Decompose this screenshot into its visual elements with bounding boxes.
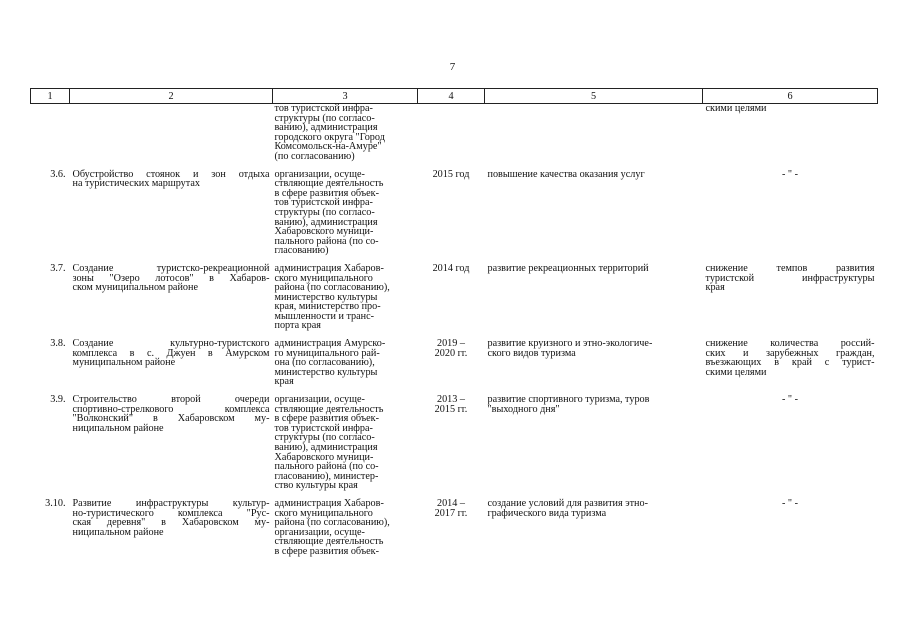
item-number: 3.8. [50,338,66,350]
expected-result-cell [485,331,703,387]
executors-line: порта края [274,320,321,332]
column-header: 5 [485,89,703,104]
executors-line: го муниципального рай- [274,347,380,359]
measure-name-cell [70,162,273,256]
executors-line: пального района (по со- [274,461,379,473]
item-number: 3.10. [45,497,66,509]
executors-line: ванию), администрация [274,442,378,453]
period-line: 2019 – [436,338,465,350]
table-row [31,331,878,387]
period-line: 2020 гг. [434,347,468,359]
name-line: муниципальном районе [72,357,176,369]
period-cell [418,331,485,387]
column-header: 3 [273,89,418,104]
name-line: зоны "Озеро лотосов" в Хабаров- [72,272,270,284]
name-line: Развитие инфраструктуры культур- [72,497,270,509]
indicator-cell [703,387,878,491]
measure-name-cell [70,256,273,331]
result-line: ского видов туризма [487,347,576,359]
executors-line: администрация Хабаров- [274,497,384,509]
period-cell [418,256,485,331]
executors-line: гласованию) [274,245,329,257]
period-cell [418,162,485,256]
indicator-line: ских и зарубежных граждан, [705,347,875,359]
period-line: 2015 год [432,168,470,180]
measure-name-cell [70,331,273,387]
indicator-line: скими целями [705,366,767,378]
period-line: 2013 – [436,394,465,406]
period-line: 2014 год [432,262,470,274]
period-line: 2014 – [436,497,465,509]
executors-line: структуры (по согласо- [274,112,375,124]
period-cell [418,104,485,162]
executors-line: в сфере развития объек- [274,545,379,557]
name-line: ская деревня" в Хабаровском му- [72,517,270,529]
table-row [31,162,878,256]
executors-line: структуры (по согласо- [274,206,375,218]
name-line: ниципальном районе [72,422,164,434]
ditto-mark: - " - [781,497,799,509]
expected-result-cell [485,387,703,491]
expected-result-cell [485,162,703,256]
column-header: 4 [418,89,485,104]
table-row [31,491,878,557]
executors-line: тов туристской инфра- [274,422,373,434]
result-line: "выходного дня" [487,403,560,415]
result-line: развитие спортивного туризма, туров [487,394,650,406]
executors-line: ствляющие деятельность [274,536,384,548]
result-line: повышение качества оказания услуг [487,168,645,180]
executors-line: в сфере развития объек- [274,413,379,425]
executors-line: ского муниципального [274,272,373,284]
item-number-cell [31,256,70,331]
executors-cell [273,162,418,256]
result-line: развитие круизного и этно-экологиче- [487,338,653,350]
executors-line: городского округа "Город [274,131,385,143]
indicator-line: снижение темпов развития [705,262,875,274]
executors-line: министерство культуры [274,366,378,378]
executors-line: ствляющие деятельность [274,178,384,190]
item-number-cell [31,331,70,387]
executors-line: ванию), администрация [274,216,378,228]
executors-line: гласованию), министер- [274,470,379,482]
executors-line: она (по согласованию), [274,357,375,369]
executors-line: района (по согласованию), [274,282,390,294]
name-line: спортивно-стрелкового комплекса [72,403,270,415]
executors-line: Хабаровского муници- [274,451,374,463]
period-line: 2017 гг. [434,507,468,519]
indicator-cell [703,256,878,331]
executors-cell [273,256,418,331]
executors-line: в сфере развития объек- [274,187,379,199]
executors-line: ствляющие деятельность [274,403,384,415]
table-row [31,104,878,162]
item-number-cell [31,162,70,256]
column-header: 1 [31,89,70,104]
executors-line: организации, осуще- [274,168,365,180]
executors-line: тов туристской инфра- [274,197,373,209]
name-line: Строительство второй очереди [72,394,270,406]
item-number-cell [31,491,70,557]
executors-line: района (по согласованию), [274,517,390,529]
executors-cell [273,331,418,387]
item-number: 3.7. [50,262,66,274]
executors-cell [273,491,418,557]
name-line: ском муниципальном районе [72,282,198,294]
executors-line: Хабаровского муници- [274,226,374,238]
executors-line: администрация Амурско- [274,338,386,350]
executors-line: министерство культуры [274,291,378,303]
program-table [30,88,878,557]
indicator-line: туристской инфраструктуры [705,272,875,284]
page-number: 7 [449,61,456,73]
name-line: Создание культурно-туристского [72,338,270,350]
executors-line: мышленности и транс- [274,310,375,322]
expected-result-cell [485,104,703,162]
executors-line: ство культуры края [274,480,358,492]
ditto-mark: - " - [781,168,799,180]
name-line: ниципальном районе [72,526,164,538]
name-line: Обустройство стоянок и зон отдыха [72,168,270,180]
name-line: на туристических маршрутах [72,178,200,190]
expected-result-cell [485,256,703,331]
executors-line: края [274,376,294,388]
expected-result-cell [485,491,703,557]
executors-line: Комсомольск-на-Амуре" [274,141,382,153]
indicator-line: края [705,282,725,294]
result-line: создание условий для развития этно- [487,497,648,509]
column-header: 2 [70,89,273,104]
executors-line: тов туристской инфра- [274,103,373,114]
executors-cell [273,387,418,491]
executors-line: организации, осуще- [274,394,365,406]
table-body [31,104,878,557]
period-cell [418,387,485,491]
ditto-mark: - " - [781,394,799,406]
indicator-cell [703,491,878,557]
indicator-cell [703,104,878,162]
measure-name-cell [70,387,273,491]
indicator-cell [703,331,878,387]
executors-line: края, министерство про- [274,301,381,313]
name-line: "Волконский" в Хабаровском му- [72,413,270,425]
name-line: Создание туристско-рекреационной [72,262,270,274]
executors-line: ского муниципального [274,507,373,519]
measure-name-cell [70,491,273,557]
item-number-cell [31,387,70,491]
executors-line: организации, осуще- [274,526,365,538]
column-number-header [31,89,878,104]
name-line: комплекса в с. Джуен в Амурском [72,347,270,359]
table-row [31,256,878,331]
executors-cell [273,104,418,162]
indicator-line: снижение количества россий- [705,338,875,350]
result-line: развитие рекреационных территорий [487,262,649,274]
item-number-cell [31,104,70,162]
executors-line: ванию), администрация [274,122,378,134]
measure-name-cell [70,104,273,162]
table-row [31,387,878,491]
name-line: но-туристического комплекса "Рус- [72,507,270,519]
period-cell [418,491,485,557]
executors-line: администрация Хабаров- [274,262,384,274]
indicator-line: скими целями [705,103,767,114]
executors-line: пального района (по со- [274,235,379,247]
period-line: 2015 гг. [434,403,468,415]
indicator-cell [703,162,878,256]
item-number: 3.9. [50,394,66,406]
item-number: 3.6. [50,168,66,180]
executors-line: (по согласованию) [274,150,355,162]
result-line: графического вида туризма [487,507,607,519]
column-header: 6 [703,89,878,104]
executors-line: структуры (по согласо- [274,432,375,444]
indicator-line: въезжающих в край с турист- [705,357,875,369]
